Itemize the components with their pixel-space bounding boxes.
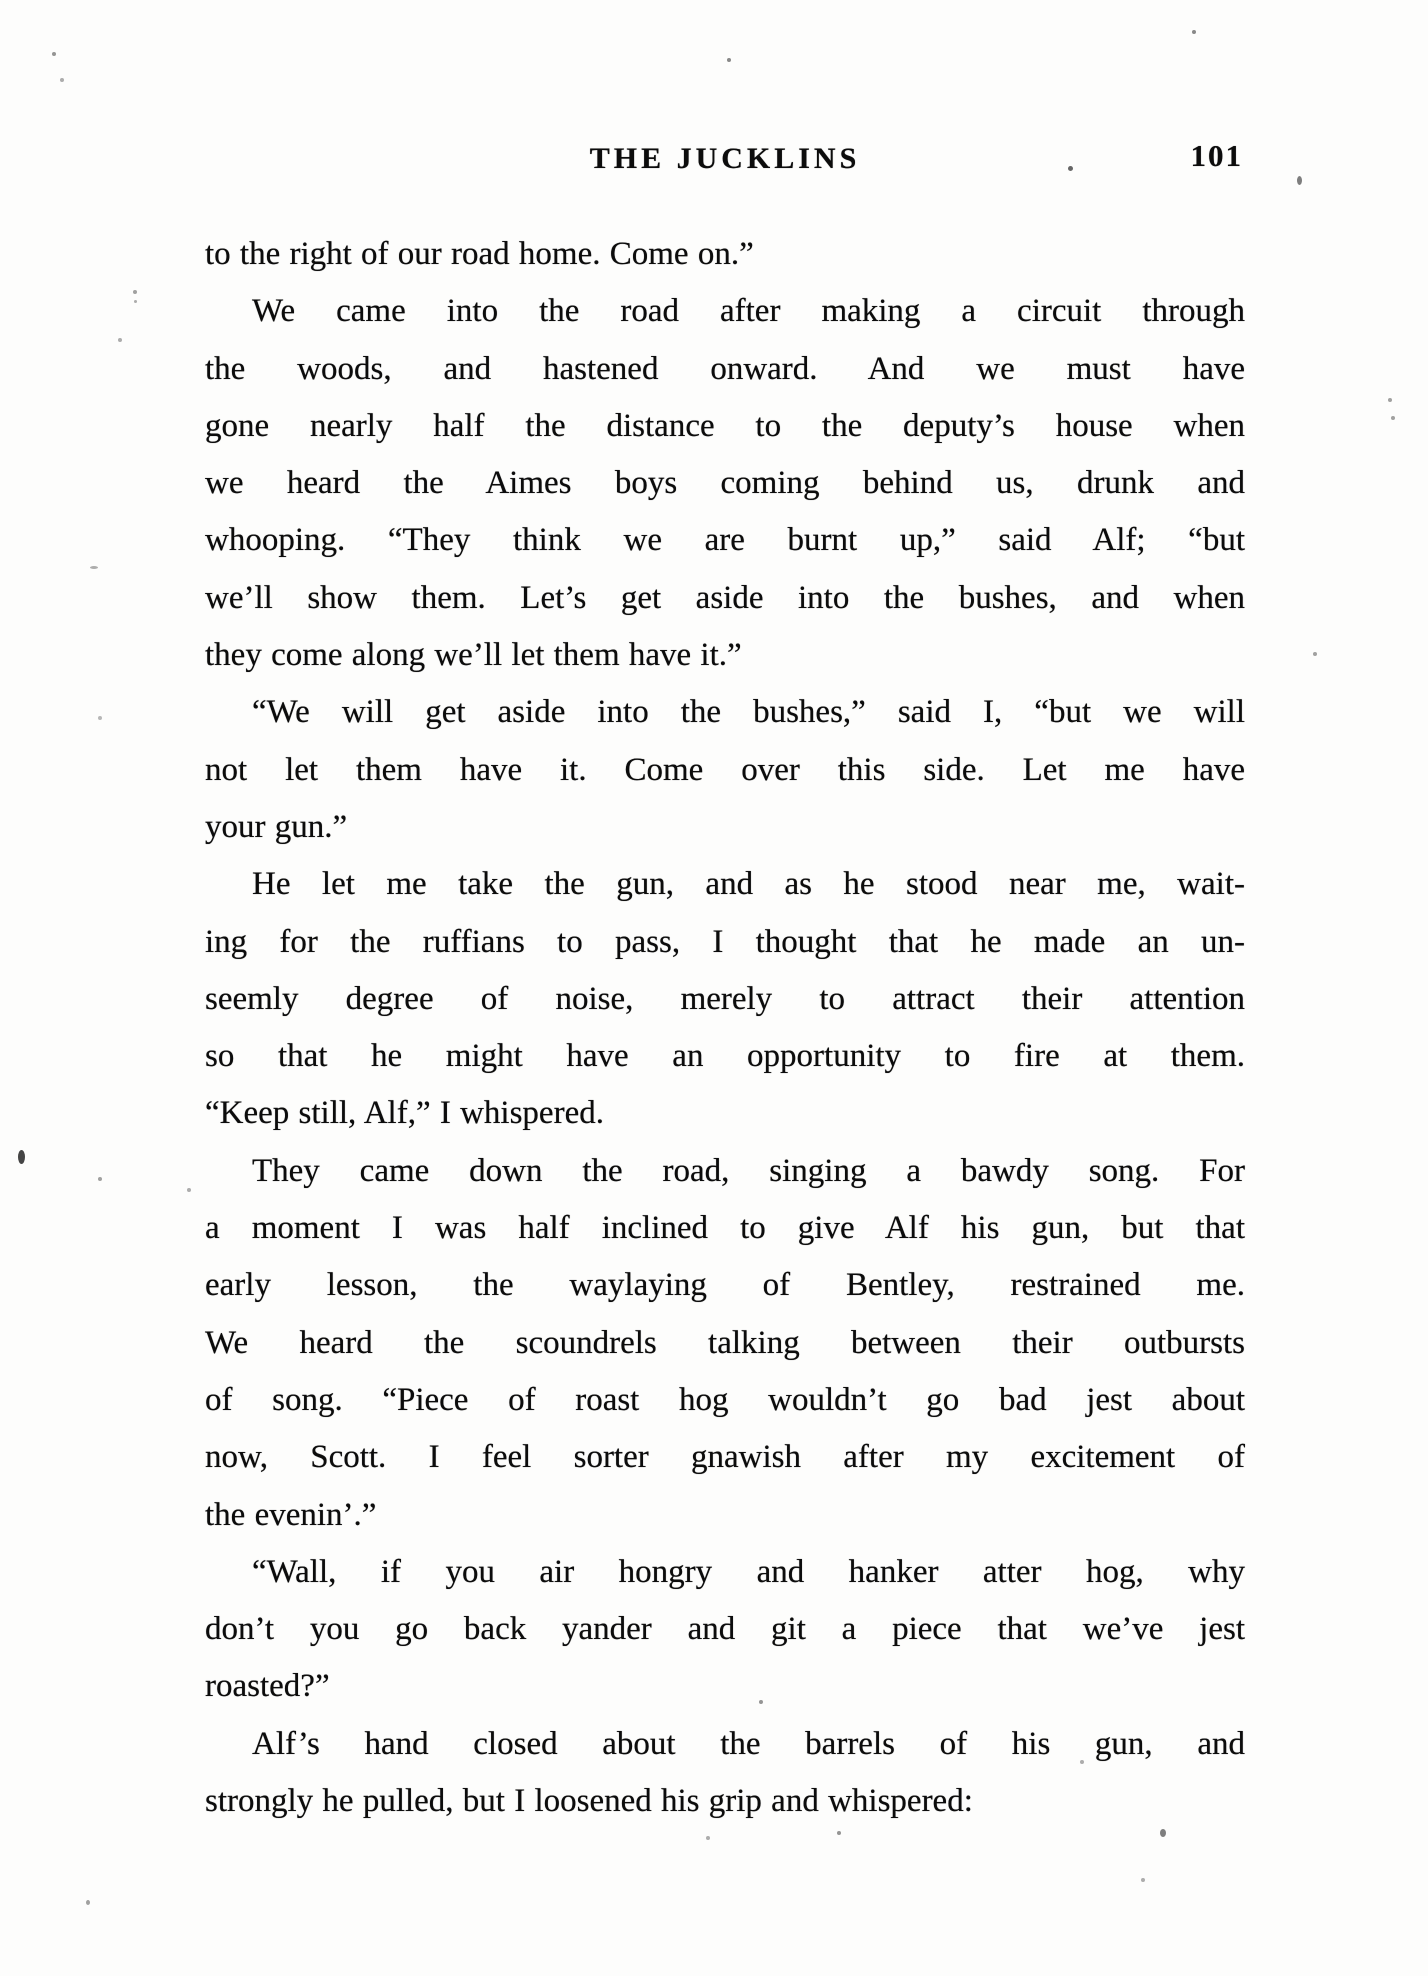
scan-speck <box>706 1836 710 1840</box>
scan-speck <box>90 566 98 569</box>
scan-speck <box>1391 416 1395 420</box>
text-line: They came down the road, singing a bawdy song. For <box>252 1152 1245 1189</box>
text-line: ing for the ruffians to pass, I thought that he made an un- <box>205 923 1245 960</box>
scan-speck <box>1080 1760 1084 1764</box>
scan-speck <box>134 300 137 303</box>
text-line: they come along we’ll let them have it.” <box>205 637 742 674</box>
text-line: the evenin’.” <box>205 1496 377 1533</box>
text-line: “Wall, if you air hongry and hanker atter hog, why <box>252 1553 1245 1590</box>
text-line: not let them have it. Come over this side. Let me have <box>205 751 1245 788</box>
scan-speck <box>86 1900 90 1905</box>
paragraph <box>205 1544 1245 1716</box>
scan-speck <box>187 1188 191 1192</box>
text-line: He let me take the gun, and as he stood near me, wait- <box>252 866 1245 903</box>
text-block <box>205 226 1245 1830</box>
text-line: “Keep still, Alf,” I whispered. <box>205 1095 604 1132</box>
scan-speck <box>727 58 731 62</box>
scan-speck <box>1297 176 1302 185</box>
text-line: we heard the Aimes boys coming behind us, drunk and <box>205 465 1245 502</box>
scan-speck <box>98 1177 102 1181</box>
text-line: We heard the scoundrels talking between their outbursts <box>205 1324 1245 1361</box>
scan-speck <box>759 1700 763 1704</box>
text-line: Alf’s hand closed about the barrels of his gun, and <box>252 1725 1245 1762</box>
text-line: now, Scott. I feel sorter gnawish after my excitement of <box>205 1439 1245 1476</box>
scan-speck <box>1141 1878 1145 1882</box>
text-line: gone nearly half the distance to the deputy’s house when <box>205 407 1245 444</box>
text-line: strongly he pulled, but I loosened his grip and whispered: <box>205 1783 973 1820</box>
scan-speck <box>1160 1829 1166 1837</box>
scan-speck <box>837 1831 841 1835</box>
paragraph <box>205 1716 1245 1831</box>
text-line: your gun.” <box>205 808 348 845</box>
text-line: “We will get aside into the bushes,” said I, “but we will <box>252 694 1245 731</box>
text-line: the woods, and hastened onward. And we must have <box>205 350 1245 387</box>
scan-speck <box>133 290 137 294</box>
text-line: so that he might have an opportunity to fire at them. <box>205 1038 1245 1075</box>
scan-speck <box>118 338 122 342</box>
scan-speck <box>1192 30 1196 34</box>
page-header <box>205 136 1245 180</box>
scan-speck <box>1388 398 1392 402</box>
paragraph <box>205 283 1245 684</box>
text-line: don’t you go back yander and git a piece that we’ve jest <box>205 1611 1245 1648</box>
paragraph <box>205 226 1245 283</box>
text-line: to the right of our road home. Come on.” <box>205 236 754 272</box>
scan-speck <box>18 1150 25 1164</box>
paragraph <box>205 1143 1245 1544</box>
running-title: THE JUCKLINS <box>589 142 861 175</box>
text-line: of song. “Piece of roast hog wouldn’t go bad jest about <box>205 1381 1245 1418</box>
text-line: early lesson, the waylaying of Bentley, restrained me. <box>205 1267 1245 1304</box>
text-line: We came into the road after making a circuit through <box>252 293 1245 330</box>
text-line: whooping. “They think we are burnt up,” said Alf; “but <box>205 522 1245 559</box>
text-line: we’ll show them. Let’s get aside into the bushes, and when <box>205 579 1245 616</box>
page-number: 101 <box>1190 138 1243 173</box>
text-line: a moment I was half inclined to give Alf his gun, but that <box>205 1210 1245 1247</box>
paragraph <box>205 684 1245 856</box>
scan-speck <box>98 716 102 720</box>
text-line: roasted?” <box>205 1668 330 1705</box>
scan-speck <box>1313 652 1317 656</box>
scan-speck <box>52 52 56 56</box>
scan-speck <box>60 78 64 82</box>
paragraph <box>205 856 1245 1142</box>
text-line: seemly degree of noise, merely to attract their attention <box>205 980 1245 1017</box>
scan-speck <box>1068 166 1073 171</box>
